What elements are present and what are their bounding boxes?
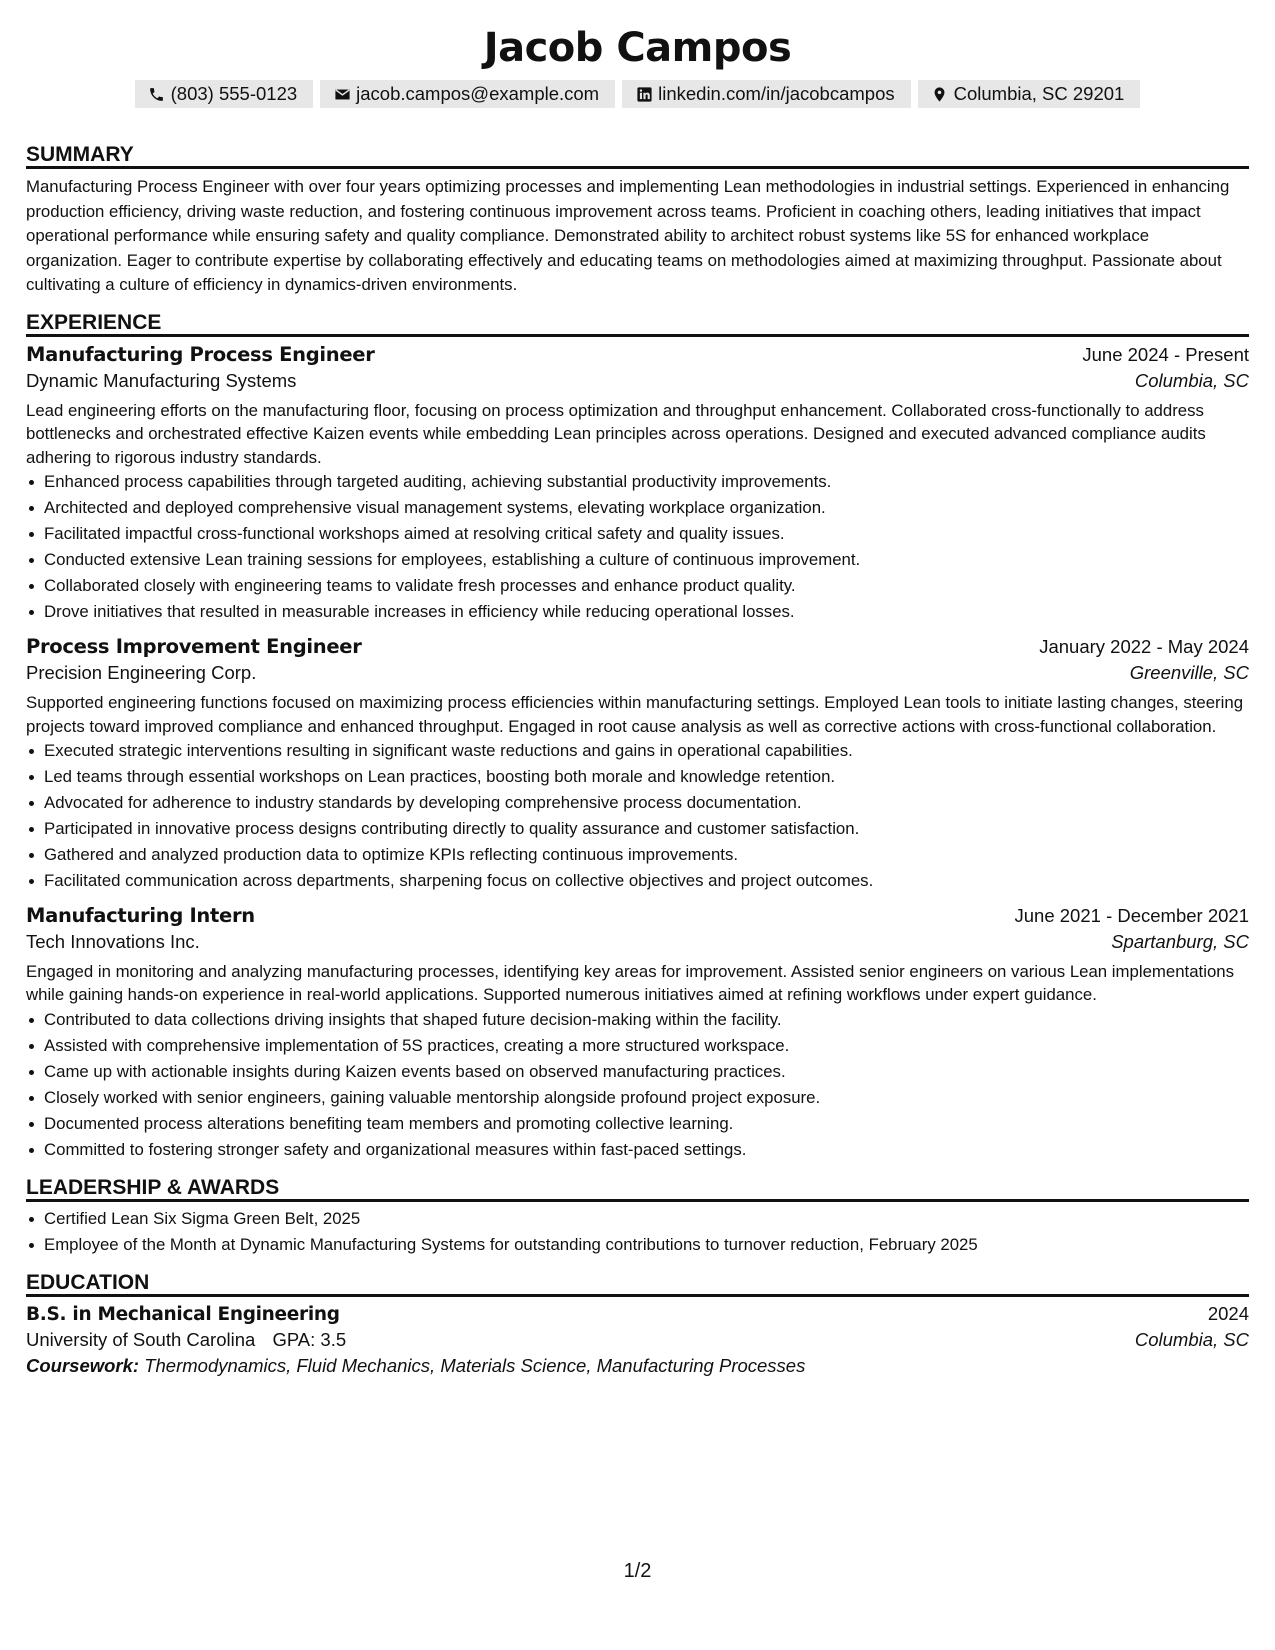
job-bullets — [26, 738, 1249, 894]
education-subheader — [26, 1329, 1249, 1351]
page-number: 1/2 — [623, 1560, 652, 1582]
list-item: Facilitated impactful cross-functional workshops aimed at resolving critical safety and quality issues. — [26, 521, 1249, 547]
list-item: Executed strategic interventions resulting in significant waste reductions and gains in operational capabilities. — [26, 738, 1249, 764]
phone-icon — [148, 85, 166, 103]
job-dates: January 2022 - May 2024 — [1039, 636, 1249, 658]
section-title-summary: SUMMARY — [26, 141, 1249, 169]
school-name: University of South Carolina — [26, 1328, 256, 1350]
coursework-list: Thermodynamics, Fluid Mechanics, Materials Science, Manufacturing Processes — [144, 1354, 806, 1376]
education-section — [26, 1269, 1249, 1377]
list-item: Enhanced process capabilities through targeted auditing, achieving substantial productivity improvements. — [26, 469, 1249, 495]
job-location: Greenville, SC — [1129, 662, 1249, 684]
contact-bar — [26, 80, 1249, 108]
section-title-education: EDUCATION — [26, 1269, 1249, 1297]
job-entry — [26, 904, 1249, 1163]
contact-phone-text: (803) 555-0123 — [170, 83, 298, 104]
list-item: Conducted extensive Lean training sessions for employees, establishing a culture of continuous improvement. — [26, 547, 1249, 573]
job-location: Columbia, SC — [1134, 369, 1249, 391]
list-item: Led teams through essential workshops on Lean practices, boosting both morale and knowledge retention. — [26, 764, 1249, 790]
job-description: Supported engineering functions focused on maximizing process efficiencies within manufacturing settings. Employed Lean tools to initiate lasting changes, steering projects toward improved compliance and enhanced throughput. Engaged in root cause analysis as well as corrective actions with cross-functional collaboration. — [26, 693, 1244, 736]
school-location: Columbia, SC — [1134, 1328, 1249, 1350]
list-item: Assisted with comprehensive implementation of 5S practices, creating a more structured workspace. — [26, 1033, 1249, 1059]
contact-linkedin[interactable] — [622, 80, 911, 108]
job-title: Process Improvement Engineer — [26, 635, 362, 659]
job-title: Manufacturing Intern — [26, 904, 255, 927]
job-title: Manufacturing Process Engineer — [26, 342, 375, 366]
job-description: Engaged in monitoring and analyzing manufacturing processes, identifying key areas for improvement. Assisted senior engineers on various Lean implementations while gaining hands-on experience in real-world applications. Supported numerous initiatives aimed at refining workflows under expert guidance. — [26, 962, 1234, 1005]
job-location: Spartanburg, SC — [1111, 931, 1249, 952]
contact-location-text: Columbia, SC 29201 — [953, 83, 1125, 104]
contact-email[interactable] — [320, 80, 615, 108]
school-info — [26, 1329, 346, 1351]
list-item: Closely worked with senior engineers, gaining valuable mentorship alongside profound project exposure. — [26, 1085, 1249, 1111]
job-subheader — [26, 662, 1249, 684]
job-dates: June 2021 - December 2021 — [1014, 905, 1249, 926]
job-entry — [26, 635, 1249, 894]
list-item: Facilitated communication across departments, sharpening focus on collective objectives and project outcomes. — [26, 868, 1249, 894]
linkedin-icon — [635, 85, 653, 103]
job-company: Tech Innovations Inc. — [26, 931, 200, 952]
awards-section — [26, 1174, 1249, 1258]
experience-section — [26, 309, 1249, 1163]
summary-text: Manufacturing Process Engineer with over four years optimizing processes and implementing Lean methodologies in industrial settings. Experienced in enhancing production efficiency, driving waste reduction, and fostering continuous improvement across teams. Proficient in coaching others, leading initiatives that impact operational performance while ensuring safety and quality compliance. Demonstrated ability to architect robust systems like 5S for enhanced workplace organization. Eager to contribute expertise by collaborating effectively and educating teams on methodologies aimed at maximizing throughput. Passionate about cultivating a culture of efficiency in dynamics-driven environments. — [26, 177, 1230, 295]
candidate-name: Jacob Campos — [483, 25, 792, 71]
list-item: Documented process alterations benefiting team members and promoting collective learning. — [26, 1111, 1249, 1137]
contact-location — [918, 80, 1141, 108]
job-bullets — [26, 1007, 1249, 1163]
list-item: Gathered and analyzed production data to optimize KPIs reflecting continuous improvements. — [26, 842, 1249, 868]
job-header — [26, 343, 1249, 366]
list-item: Participated in innovative process designs contributing directly to quality assurance and customer satisfaction. — [26, 816, 1249, 842]
job-subheader — [26, 931, 1249, 953]
list-item: Architected and deployed comprehensive visual management systems, elevating workplace organization. — [26, 495, 1249, 521]
contact-phone — [135, 80, 314, 108]
list-item: Contributed to data collections driving insights that shaped future decision-making within the facility. — [26, 1007, 1249, 1033]
job-company: Precision Engineering Corp. — [26, 662, 257, 684]
list-item: Certified Lean Six Sigma Green Belt, 2025 — [26, 1206, 1249, 1232]
list-item: Employee of the Month at Dynamic Manufacturing Systems for outstanding contributions to turnover reduction, February 2025 — [26, 1232, 1249, 1258]
job-dates: June 2024 - Present — [1082, 343, 1249, 365]
summary-section — [26, 141, 1249, 298]
education-header — [26, 1303, 1249, 1325]
awards-list — [26, 1206, 1249, 1258]
contact-linkedin-text: linkedin.com/in/jacobcampos — [658, 83, 895, 104]
job-header — [26, 904, 1249, 927]
job-description: Lead engineering efforts on the manufacturing floor, focusing on process optimization and throughput enhancement. Collaborated cross-functionally to address bottlenecks and orchestrated effective Kaizen events while embedding Lean principles across operations. Designed and executed advanced compliance audits adhering to rigorous industry standards. — [26, 400, 1206, 467]
list-item: Drove initiatives that resulted in measurable increases in efficiency while reducing operational losses. — [26, 599, 1249, 625]
gpa: GPA: 3.5 — [272, 1328, 347, 1350]
coursework-label: Coursework: — [26, 1354, 140, 1376]
envelope-icon — [333, 85, 351, 103]
resume-page — [26, 20, 1249, 1377]
list-item: Advocated for adherence to industry standards by developing comprehensive process documentation. — [26, 790, 1249, 816]
coursework — [26, 1355, 1249, 1377]
location-pin-icon — [931, 85, 949, 103]
job-header — [26, 635, 1249, 658]
section-title-awards: LEADERSHIP & AWARDS — [26, 1174, 1249, 1202]
job-company: Dynamic Manufacturing Systems — [26, 369, 297, 391]
job-subheader — [26, 370, 1249, 392]
graduation-year: 2024 — [1207, 1302, 1249, 1324]
section-title-experience: EXPERIENCE — [26, 309, 1249, 337]
job-bullets — [26, 469, 1249, 625]
contact-email-text: jacob.campos@example.com — [356, 83, 600, 104]
degree: B.S. in Mechanical Engineering — [26, 1303, 340, 1325]
list-item: Collaborated closely with engineering teams to validate fresh processes and enhance product quality. — [26, 573, 1249, 599]
job-entry — [26, 343, 1249, 625]
list-item: Committed to fostering stronger safety and organizational measures within fast-paced settings. — [26, 1137, 1249, 1163]
list-item: Came up with actionable insights during Kaizen events based on observed manufacturing practices. — [26, 1059, 1249, 1085]
